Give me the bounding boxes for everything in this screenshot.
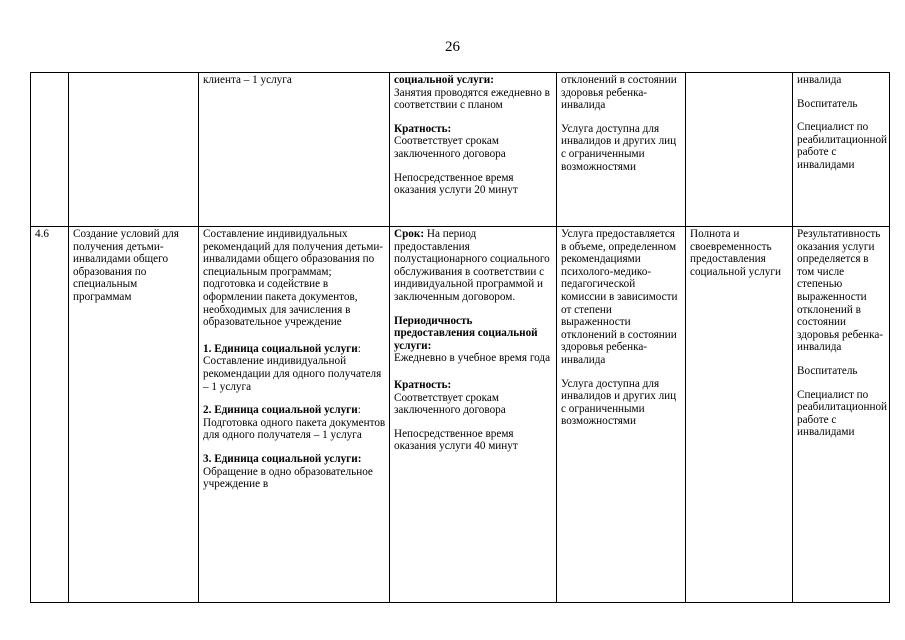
term-text: На период предоставления полустационарного социального обслуживания в соответствии с индивидуальной программой и заключенным договором. [394,228,550,303]
accessibility-text: Услуга доступна для инвалидов и других лиц с ограниченными возможностями [561,377,677,428]
frequency-label: Кратность: [394,122,452,135]
staff-text: Результативность оказания услуги определяется в том числе степенью выраженности отклонений в состоянии здоровья ребенка-инвалида [797,228,884,354]
volume-text: Услуга предоставляется в объеме, определенном рекомендациями психолого-медико-педагогической комиссии в зависимости от степени выраженности отклонений в состоянии здоровья ребенка-инвалида [561,228,678,366]
description-text: клиента – 1 услуга [203,74,292,86]
term-block [394,228,553,304]
frequency-text: Соответствует срокам заключенного договора [394,391,506,417]
cell-staff [793,227,890,603]
cell-quality: Полнота и своевременность предоставления социальной услуги [686,227,793,603]
conditions-heading: социальной услуги: [394,74,494,86]
staff-specialist: Специалист по реабилитационной работе с инвалидами [797,388,888,439]
cell-service-name: Создание условий для получения детьми-инвалидами общего образования по специальным программам [69,227,199,603]
conditions-text: Занятия проводятся ежедневно в соответствии с планом [394,86,550,112]
service-time-text: Непосредственное время оказания услуги 20 минут [394,171,518,197]
cell-volume [557,227,686,603]
cell-conditions [390,73,557,227]
cell-description [199,227,390,603]
periodicity-label: Периодичность предоставления социальной услуги: [394,314,538,352]
unit-text: Составление индивидуальной рекомендации для одного получателя – 1 услуга [203,355,382,393]
volume-text: отклонений в состоянии здоровья ребенка-инвалида [561,74,677,112]
cell-volume [557,73,686,227]
unit-text: Подготовка одного пакета документов для одного получателя – 1 услуга [203,416,386,442]
staff-educator: Воспитатель [797,364,858,377]
description-intro: Составление индивидуальных рекомендаций для получения детьми-инвалидами общего образования по специальным программам; подготовка и содействие в оформлении пакета документов, необходимых для зачисления в образовательное учреждение [203,228,384,329]
cell-service-name [69,73,199,227]
table-row [31,73,890,227]
staff-text: инвалида [797,74,842,86]
frequency-label: Кратность: [394,378,452,391]
unit-title: 2. Единица социальной услуги: [203,404,361,417]
unit-title: 3. Единица социальной услуги: [203,452,362,465]
cell-description [199,73,390,227]
cell-number [31,73,69,227]
service-time-text: Непосредственное время оказания услуги 40 минут [394,427,518,453]
frequency-text: Соответствует срокам заключенного договора [394,135,506,160]
accessibility-text: Услуга доступна для инвалидов и других лиц с ограниченными возможностями [561,122,677,173]
page-number: 26 [445,39,460,55]
unit-text: Обращение в одно образовательное учреждение в [203,465,373,491]
unit-title: 1. Единица социальной услуги: [203,342,361,355]
staff-educator: Воспитатель [797,97,858,110]
cell-staff [793,73,890,227]
cell-quality [686,73,793,227]
table-row [31,227,890,603]
staff-specialist: Специалист по реабилитационной работе с инвалидами [797,121,888,171]
services-table [30,72,890,603]
cell-number: 4.6 [31,227,69,603]
cell-conditions [390,227,557,603]
term-label: Срок: [394,228,425,240]
periodicity-text: Ежедневно в учебное время года [394,352,551,365]
